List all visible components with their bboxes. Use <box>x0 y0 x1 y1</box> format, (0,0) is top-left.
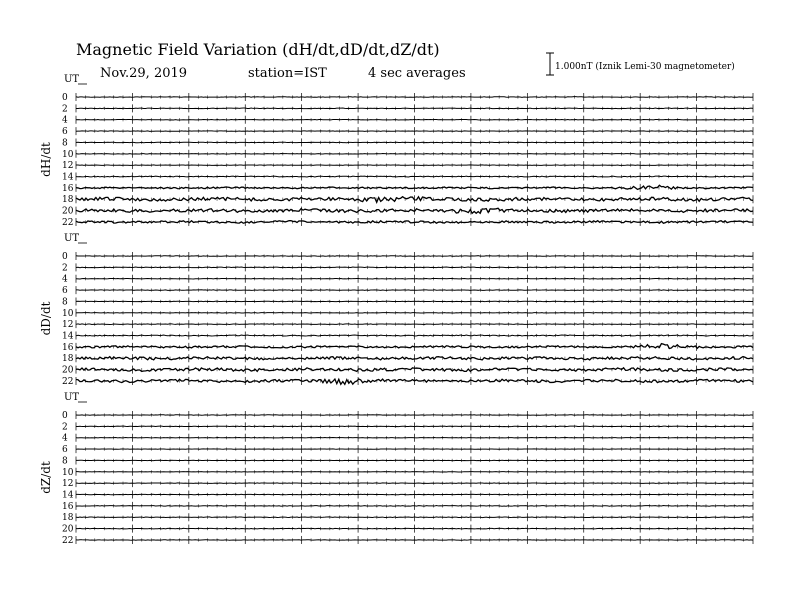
row-hour-label: 22 <box>62 535 74 546</box>
date-label: Nov.29, 2019 <box>100 66 188 81</box>
row-hour-label: 22 <box>62 376 74 387</box>
series-trace-row-0 <box>76 415 753 416</box>
row-hour-label: 20 <box>62 206 74 217</box>
row-hour-label: 22 <box>62 217 74 228</box>
row-hour-label: 4 <box>62 433 68 444</box>
panels <box>39 74 753 546</box>
row-hour-label: 14 <box>62 331 74 342</box>
row-hour-label: 12 <box>62 320 74 331</box>
series-trace-row-7 <box>76 176 753 177</box>
row-hour-label: 16 <box>62 183 74 194</box>
row-hour-label: 6 <box>62 127 68 138</box>
row-hour-label: 10 <box>62 308 74 319</box>
panel-name-label: dD/dt <box>39 301 53 336</box>
row-hour-label: 14 <box>62 172 74 183</box>
panel-1 <box>39 233 753 387</box>
row-hour-label: 18 <box>62 195 74 206</box>
series-trace-row-6 <box>76 165 753 166</box>
series-trace-row-8 <box>76 506 753 507</box>
row-hour-label: 12 <box>62 161 74 172</box>
row-hour-label: 6 <box>62 445 68 456</box>
row-hour-label: 8 <box>62 456 68 467</box>
series-trace-row-3 <box>76 290 753 291</box>
panel-name-label: dH/dt <box>39 142 53 177</box>
scale-bar-label: 1.000nT (Iznik Lemi-30 magnetometer) <box>555 62 735 72</box>
row-hour-label: 18 <box>62 354 74 365</box>
series-trace-row-1 <box>76 426 753 427</box>
series-trace-row-2 <box>76 278 753 279</box>
row-hour-label: 16 <box>62 501 74 512</box>
panel-ut-label: UT <box>64 392 80 403</box>
series-trace-row-1 <box>76 267 753 268</box>
series-trace-row-10 <box>76 528 753 529</box>
row-hour-label: 0 <box>62 93 68 103</box>
series-trace-row-7 <box>76 494 753 495</box>
row-hour-label: 20 <box>62 524 74 535</box>
station-label: station=IST <box>248 66 327 81</box>
panel-0 <box>39 74 753 228</box>
row-hour-label: 10 <box>62 467 74 478</box>
row-hour-label: 8 <box>62 138 68 149</box>
row-hour-label: 0 <box>62 252 68 262</box>
series-trace-row-0 <box>76 256 753 257</box>
chart-title: Magnetic Field Variation (dH/dt,dD/dt,dZ/dt) <box>76 40 440 59</box>
panel-name-label: dZ/dt <box>39 461 53 494</box>
scale-bar <box>546 53 735 75</box>
panel-2 <box>39 392 753 546</box>
row-hour-label: 16 <box>62 342 74 353</box>
series-trace-row-6 <box>76 324 753 325</box>
row-hour-label: 2 <box>62 263 68 274</box>
row-hour-label: 8 <box>62 297 68 308</box>
row-hour-label: 20 <box>62 365 74 376</box>
row-hour-label: 2 <box>62 104 68 115</box>
panel-ut-label: UT <box>64 74 80 85</box>
series-trace-row-2 <box>76 119 753 120</box>
row-hour-label: 14 <box>62 490 74 501</box>
series-trace-row-5 <box>76 154 753 155</box>
panel-ut-label: UT <box>64 233 80 244</box>
row-hour-label: 6 <box>62 286 68 297</box>
row-hour-label: 4 <box>62 115 68 126</box>
series-trace-row-4 <box>76 142 753 143</box>
row-hour-label: 2 <box>62 422 68 433</box>
series-trace-row-11 <box>76 540 753 541</box>
series-trace-row-0 <box>76 97 753 98</box>
row-hour-label: 0 <box>62 411 68 421</box>
series-trace-row-1 <box>76 108 753 109</box>
row-hour-label: 4 <box>62 274 68 285</box>
row-hour-label: 18 <box>62 513 74 524</box>
row-hour-label: 12 <box>62 479 74 490</box>
row-hour-label: 10 <box>62 149 74 160</box>
series-trace-row-4 <box>76 301 753 302</box>
averaging-label: 4 sec averages <box>368 66 466 81</box>
